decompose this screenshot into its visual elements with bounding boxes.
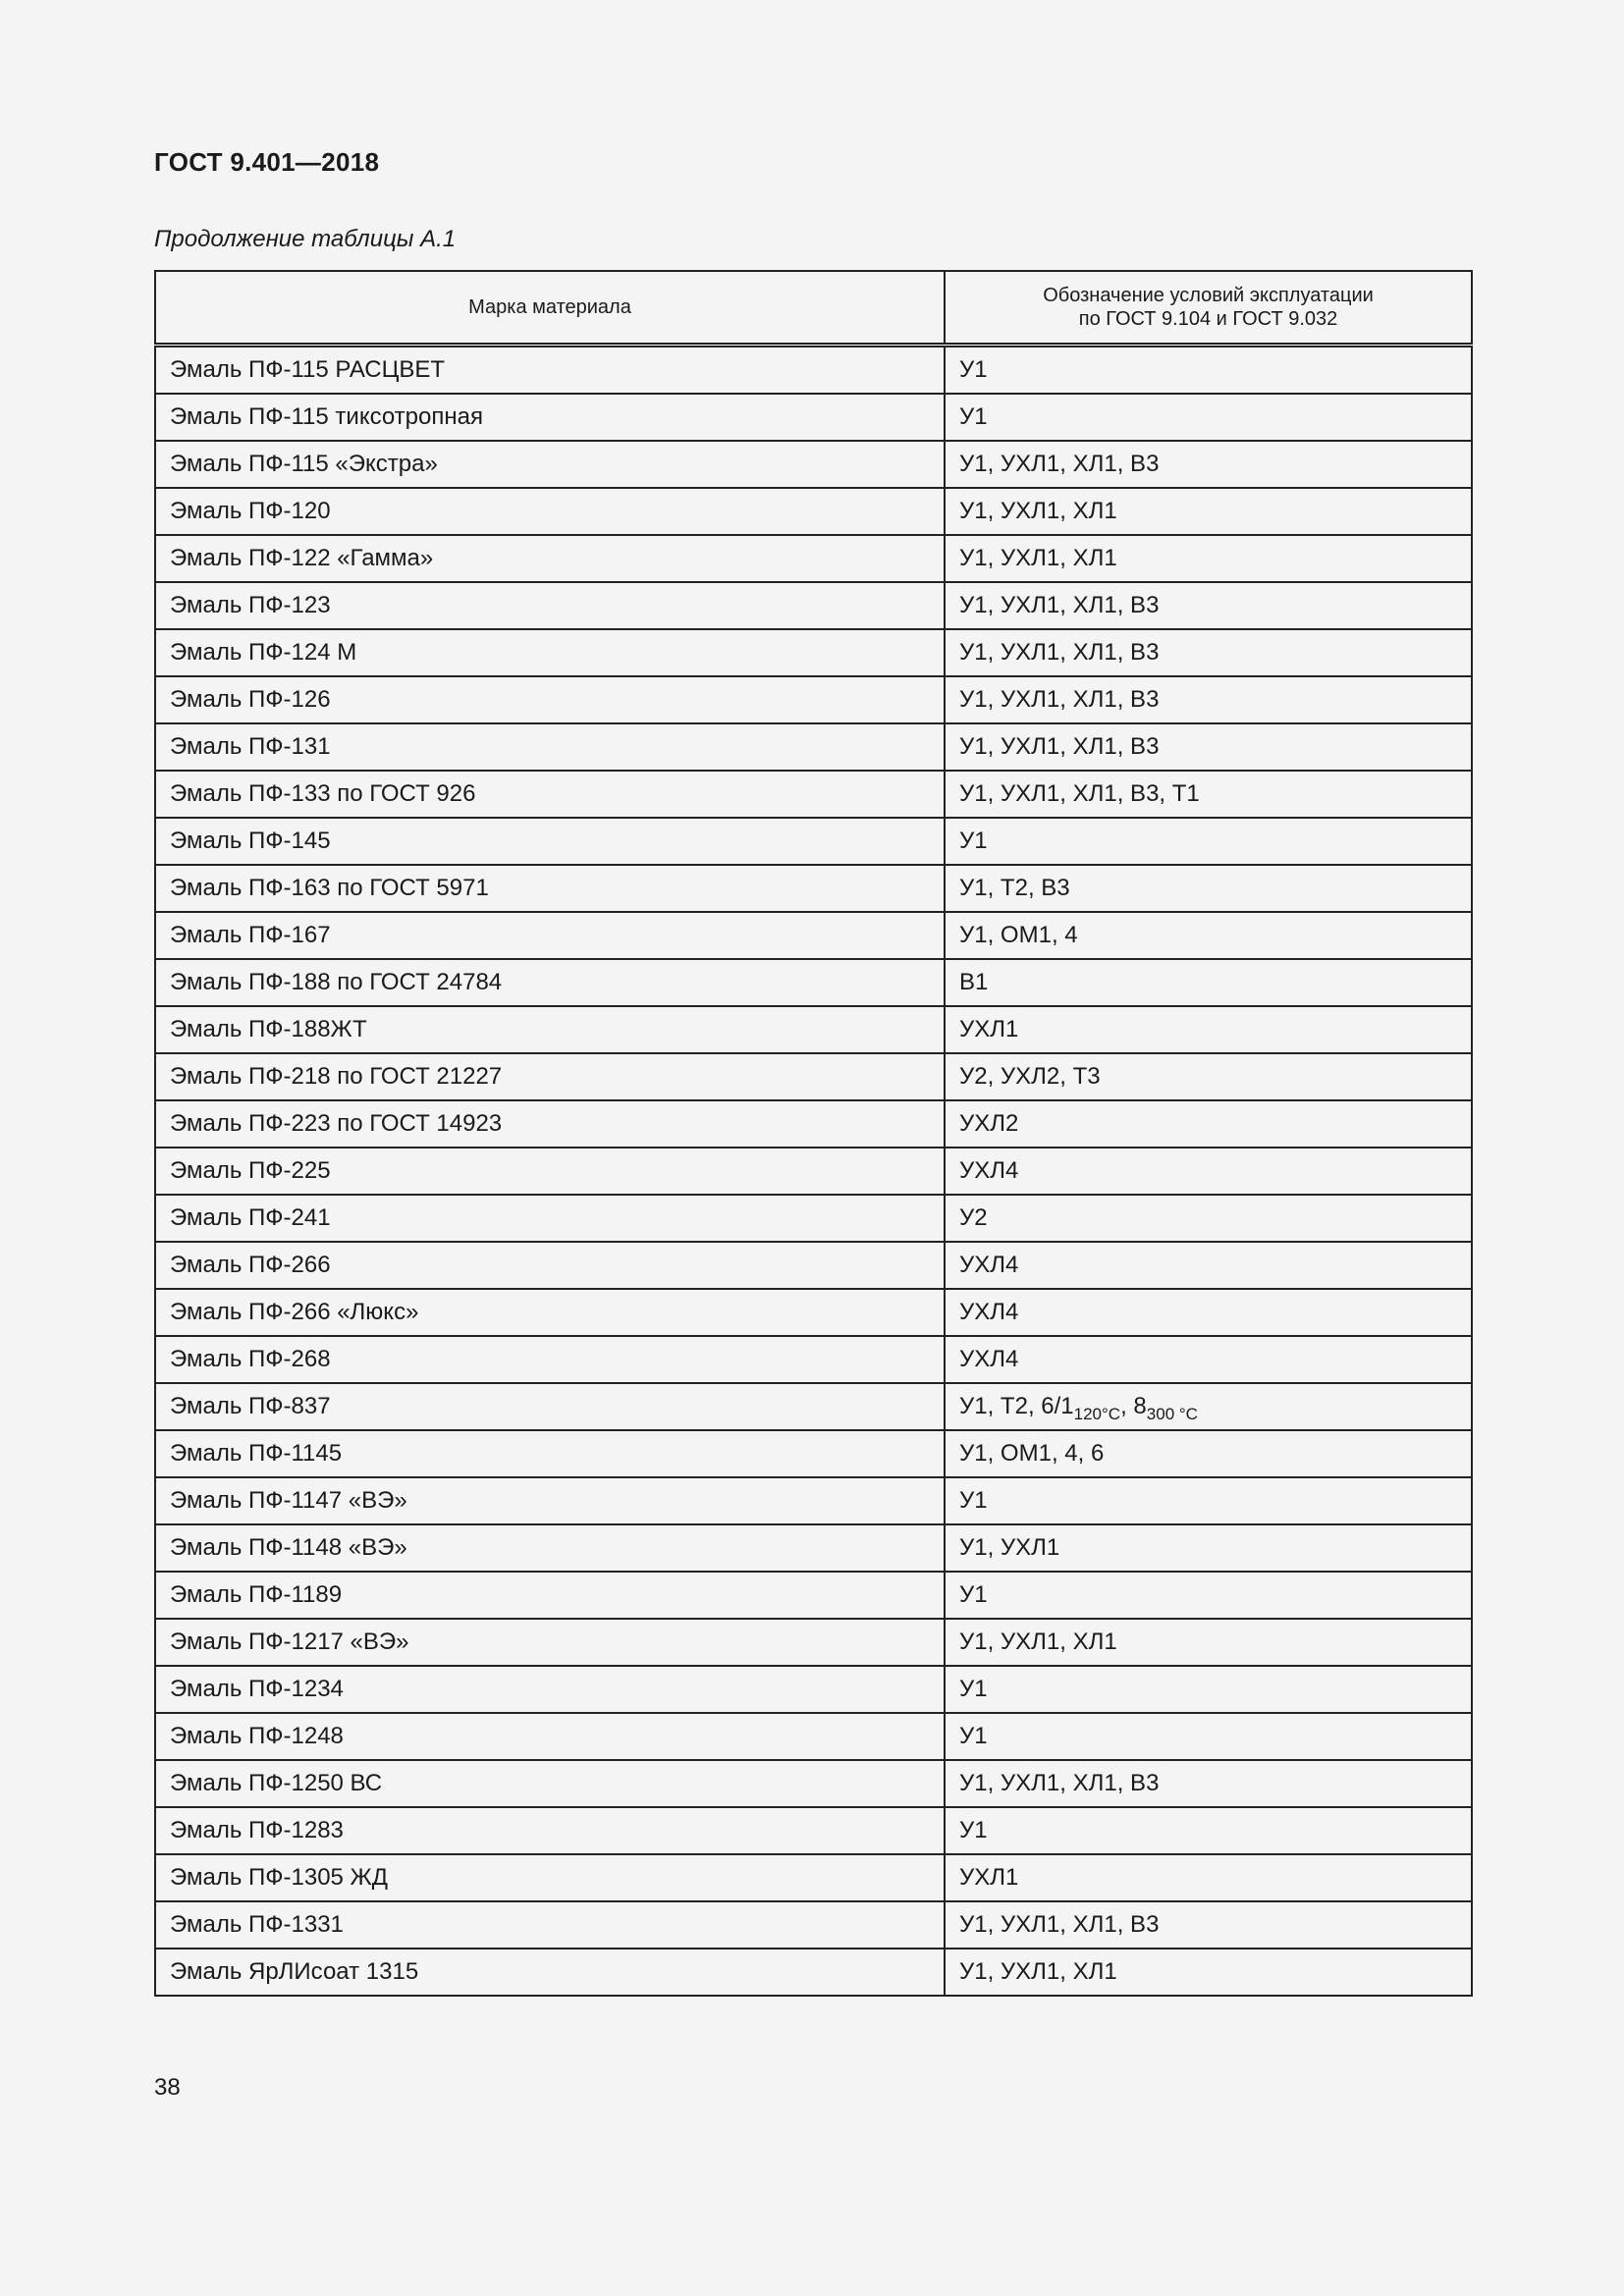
conditions-cell: У1, УХЛ1, ХЛ1, В3 (945, 441, 1472, 488)
material-cell: Эмаль ПФ-266 (155, 1242, 945, 1289)
table-row (155, 394, 1472, 441)
page-number: 38 (154, 2074, 181, 2101)
table-row (155, 1807, 1472, 1854)
materials-table (154, 270, 1473, 1997)
table-row (155, 912, 1472, 959)
conditions-cell: УХЛ4 (945, 1148, 1472, 1195)
table-header-row (155, 271, 1472, 346)
conditions-cell: УХЛ4 (945, 1336, 1472, 1383)
table-row (155, 1666, 1472, 1713)
table-row (155, 1383, 1472, 1430)
table-row (155, 1760, 1472, 1807)
conditions-cell: У2 (945, 1195, 1472, 1242)
material-cell: Эмаль ПФ-188ЖТ (155, 1006, 945, 1053)
conditions-cell: У1 (945, 1666, 1472, 1713)
material-cell: Эмаль ПФ-123 (155, 582, 945, 629)
table-caption: Продолжение таблицы А.1 (154, 226, 457, 252)
conditions-cell: У1, УХЛ1, ХЛ1, В3 (945, 723, 1472, 771)
header-conditions (945, 271, 1472, 346)
conditions-cell: У1, УХЛ1 (945, 1524, 1472, 1572)
table-row (155, 1619, 1472, 1666)
table-row (155, 1854, 1472, 1901)
material-cell: Эмаль ПФ-837 (155, 1383, 945, 1430)
table-row (155, 1289, 1472, 1336)
conditions-cell: У1, Т2, В3 (945, 865, 1472, 912)
material-cell: Эмаль ПФ-1148 «ВЭ» (155, 1524, 945, 1572)
material-cell: Эмаль ПФ-120 (155, 488, 945, 535)
material-cell: Эмаль ПФ-1189 (155, 1572, 945, 1619)
conditions-cell: У1, УХЛ1, ХЛ1, В3 (945, 1901, 1472, 1949)
table-row (155, 865, 1472, 912)
header-conditions-line2: по ГОСТ 9.104 и ГОСТ 9.032 (1078, 308, 1338, 330)
table-row (155, 346, 1472, 395)
material-cell: Эмаль ЯрЛИсоат 1315 (155, 1949, 945, 1996)
conditions-cell: У1, УХЛ1, ХЛ1, В3 (945, 582, 1472, 629)
material-cell: Эмаль ПФ-126 (155, 676, 945, 723)
conditions-cell: У1 (945, 346, 1472, 395)
table-row (155, 1006, 1472, 1053)
table-body (155, 346, 1472, 1997)
material-cell: Эмаль ПФ-223 по ГОСТ 14923 (155, 1100, 945, 1148)
conditions-cell: У1 (945, 1477, 1472, 1524)
material-cell: Эмаль ПФ-266 «Люкс» (155, 1289, 945, 1336)
table-row (155, 818, 1472, 865)
table-row (155, 959, 1472, 1006)
conditions-cell: У2, УХЛ2, Т3 (945, 1053, 1472, 1100)
conditions-cell: УХЛ1 (945, 1854, 1472, 1901)
table-row (155, 1100, 1472, 1148)
material-cell: Эмаль ПФ-133 по ГОСТ 926 (155, 771, 945, 818)
table-row (155, 1477, 1472, 1524)
table-row (155, 488, 1472, 535)
table-row (155, 535, 1472, 582)
table-row (155, 676, 1472, 723)
material-cell: Эмаль ПФ-268 (155, 1336, 945, 1383)
conditions-cell: У1 (945, 1572, 1472, 1619)
conditions-cell: УХЛ4 (945, 1289, 1472, 1336)
table-row (155, 1195, 1472, 1242)
table-row (155, 1336, 1472, 1383)
material-cell: Эмаль ПФ-241 (155, 1195, 945, 1242)
conditions-cell: У1 (945, 818, 1472, 865)
conditions-cell: У1, УХЛ1, ХЛ1 (945, 1619, 1472, 1666)
conditions-cell: У1, ОМ1, 4 (945, 912, 1472, 959)
material-cell: Эмаль ПФ-1331 (155, 1901, 945, 1949)
conditions-cell: У1, УХЛ1, ХЛ1, В3, Т1 (945, 771, 1472, 818)
material-cell: Эмаль ПФ-218 по ГОСТ 21227 (155, 1053, 945, 1100)
table-row (155, 441, 1472, 488)
material-cell: Эмаль ПФ-115 тиксотропная (155, 394, 945, 441)
table-row (155, 771, 1472, 818)
table-row (155, 1430, 1472, 1477)
conditions-cell (945, 1383, 1472, 1430)
conditions-subscript: 120°C (1073, 1405, 1121, 1423)
header-conditions-line1: Обозначение условий эксплуатации (1043, 285, 1374, 306)
materials-table-container (154, 270, 1471, 1997)
conditions-cell: У1 (945, 1807, 1472, 1854)
material-cell: Эмаль ПФ-122 «Гамма» (155, 535, 945, 582)
material-cell: Эмаль ПФ-163 по ГОСТ 5971 (155, 865, 945, 912)
material-cell: Эмаль ПФ-1305 ЖД (155, 1854, 945, 1901)
material-cell: Эмаль ПФ-131 (155, 723, 945, 771)
document-header: ГОСТ 9.401—2018 (154, 147, 380, 177)
table-row (155, 723, 1472, 771)
material-cell: Эмаль ПФ-1248 (155, 1713, 945, 1760)
conditions-cell: УХЛ2 (945, 1100, 1472, 1148)
conditions-cell: У1, УХЛ1, ХЛ1 (945, 535, 1472, 582)
material-cell: Эмаль ПФ-167 (155, 912, 945, 959)
material-cell: Эмаль ПФ-115 «Экстра» (155, 441, 945, 488)
material-cell: Эмаль ПФ-115 РАСЦВЕТ (155, 346, 945, 395)
material-cell: Эмаль ПФ-1147 «ВЭ» (155, 1477, 945, 1524)
table-row (155, 1242, 1472, 1289)
conditions-cell: У1, УХЛ1, ХЛ1, В3 (945, 676, 1472, 723)
table-row (155, 1713, 1472, 1760)
conditions-cell: В1 (945, 959, 1472, 1006)
conditions-cell: УХЛ1 (945, 1006, 1472, 1053)
table-row (155, 629, 1472, 676)
conditions-cell: У1 (945, 1713, 1472, 1760)
table-row (155, 1053, 1472, 1100)
material-cell: Эмаль ПФ-124 М (155, 629, 945, 676)
table-row (155, 582, 1472, 629)
material-cell: Эмаль ПФ-1250 ВС (155, 1760, 945, 1807)
conditions-subscript: 300 °C (1146, 1405, 1198, 1423)
conditions-text: У1, Т2, 6/1 (959, 1393, 1074, 1419)
conditions-cell: У1, УХЛ1, ХЛ1 (945, 488, 1472, 535)
table-row (155, 1524, 1472, 1572)
header-material: Марка материала (155, 271, 945, 346)
conditions-cell: УХЛ4 (945, 1242, 1472, 1289)
table-row (155, 1949, 1472, 1996)
conditions-cell: У1 (945, 394, 1472, 441)
table-row (155, 1148, 1472, 1195)
material-cell: Эмаль ПФ-1145 (155, 1430, 945, 1477)
material-cell: Эмаль ПФ-225 (155, 1148, 945, 1195)
conditions-cell: У1, УХЛ1, ХЛ1, В3 (945, 1760, 1472, 1807)
material-cell: Эмаль ПФ-1217 «ВЭ» (155, 1619, 945, 1666)
conditions-text: , 8 (1120, 1393, 1147, 1419)
table-row (155, 1572, 1472, 1619)
material-cell: Эмаль ПФ-1283 (155, 1807, 945, 1854)
table-row (155, 1901, 1472, 1949)
material-cell: Эмаль ПФ-1234 (155, 1666, 945, 1713)
conditions-cell: У1, УХЛ1, ХЛ1 (945, 1949, 1472, 1996)
conditions-cell: У1, ОМ1, 4, 6 (945, 1430, 1472, 1477)
material-cell: Эмаль ПФ-145 (155, 818, 945, 865)
material-cell: Эмаль ПФ-188 по ГОСТ 24784 (155, 959, 945, 1006)
conditions-cell: У1, УХЛ1, ХЛ1, В3 (945, 629, 1472, 676)
